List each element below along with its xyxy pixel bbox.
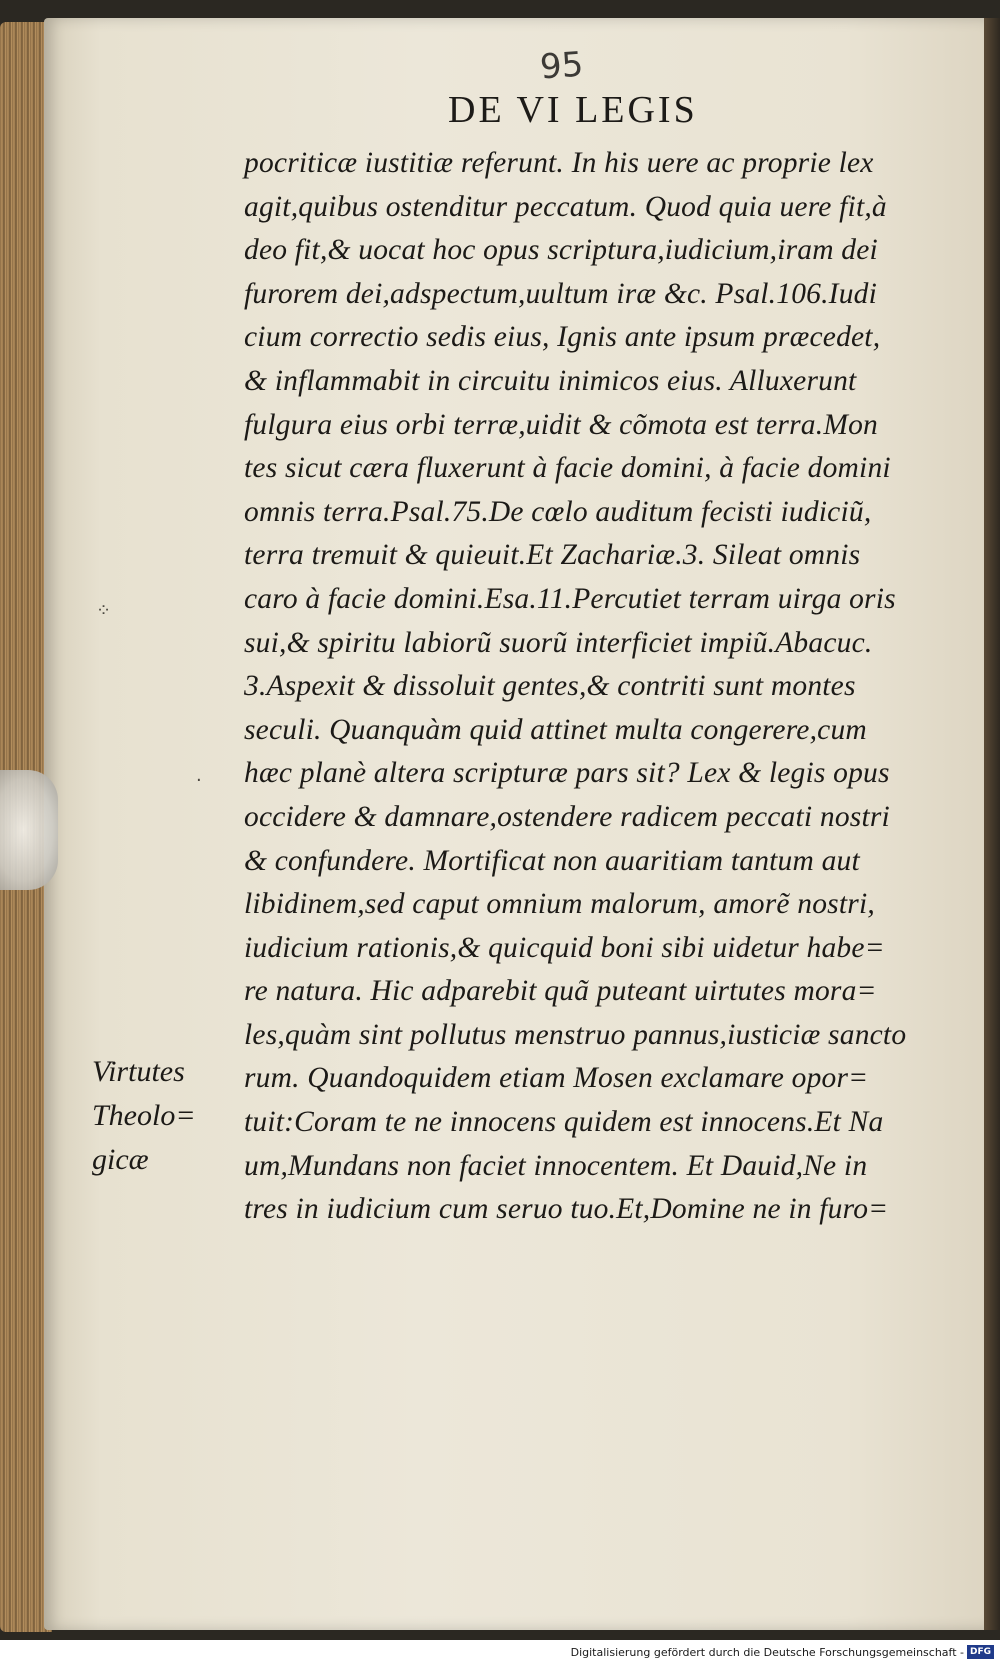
page-clip xyxy=(0,770,58,890)
text-line: pocriticæ iustitiæ referunt. In his uere ac proprie lex xyxy=(244,147,874,179)
running-head: DE VI LEGIS xyxy=(448,89,698,131)
text-line: tes sicut cæra fluxerunt à facie domini, à facie domini xyxy=(244,452,891,485)
text-line: rum. Quandoquidem etiam Mosen exclamare opor= xyxy=(244,1062,869,1095)
text-line: occidere & damnare,ostendere radicem peccati nostri xyxy=(244,800,890,833)
text-line: re natura. Hic adparebit quã puteant uirtutes mora= xyxy=(244,975,877,1008)
text-line: um,Mundans non faciet innocentem. Et Dauid,Ne in xyxy=(244,1149,868,1182)
ink-speck: ⁘ xyxy=(96,600,112,621)
text-line: cium correctio sedis eius, Ignis ante ipsum præcedet, xyxy=(244,321,881,354)
dfg-logo: DFG xyxy=(967,1645,994,1659)
text-line: deo fit,& uocat hoc opus scriptura,iudicium,iram dei xyxy=(244,234,878,267)
text-line: & confundere. Mortificat non auaritiam tantum aut xyxy=(244,844,860,877)
text-line: fulgura eius orbi terræ,uidit & cõmota est terra.Mon xyxy=(244,408,878,441)
text-line: tres in iudicium cum seruo tuo.Et,Domine ne in furo= xyxy=(244,1193,889,1226)
text-line: hæc planè altera scripturæ pars sit? Lex & legis opus xyxy=(244,757,890,790)
text-line: terra tremuit & quieuit.Et Zachariæ.3. Sileat omnis xyxy=(244,539,861,572)
text-line: tuit:Coram te ne innocens quidem est innocens.Et Na xyxy=(244,1106,884,1139)
text-line: caro à facie domini.Esa.11.Percutiet terram uirga oris xyxy=(244,582,896,615)
text-line: iudicium rationis,& quicquid boni sibi uidetur habe= xyxy=(244,931,885,964)
page-number: 95 xyxy=(538,44,585,88)
ink-speck: · xyxy=(196,770,202,791)
marginal-note-line: gicæ xyxy=(92,1143,149,1176)
text-line: furorem dei,adspectum,uultum iræ &c. Psal.106.Iudi xyxy=(244,277,878,310)
marginal-note-line: Virtutes xyxy=(92,1055,185,1088)
text-line: libidinem,sed caput omnium malorum, amorẽ nostri, xyxy=(244,888,875,921)
text-line: agit,quibus ostenditur peccatum. Quod quia uere fit,à xyxy=(244,190,887,223)
text-line: omnis terra.Psal.75.De cœlo auditum fecisti iudiciũ, xyxy=(244,495,872,528)
text-line: seculi. Quanquàm quid attinet multa congerere,cum xyxy=(244,713,867,746)
text-line: les,quàm sint pollutus menstruo pannus,iusticiæ sancto xyxy=(244,1018,907,1051)
marginal-note-line: Theolo= xyxy=(92,1099,196,1132)
text-line: sui,& spiritu labiorũ suorũ interficiet impiũ.Abacuc. xyxy=(244,626,873,659)
text-line: & inflammabit in circuitu inimicos eius. Alluxerunt xyxy=(244,364,857,397)
body-text xyxy=(244,142,964,1232)
page-gutter-shadow xyxy=(984,18,1000,1630)
digitization-credit: Digitalisierung gefördert durch die Deutsche Forschungsgemeinschaft - xyxy=(570,1646,964,1659)
text-line: 3.Aspexit & dissoluit gentes,& contriti sunt montes xyxy=(244,670,856,703)
marginal-note xyxy=(92,1050,232,1182)
